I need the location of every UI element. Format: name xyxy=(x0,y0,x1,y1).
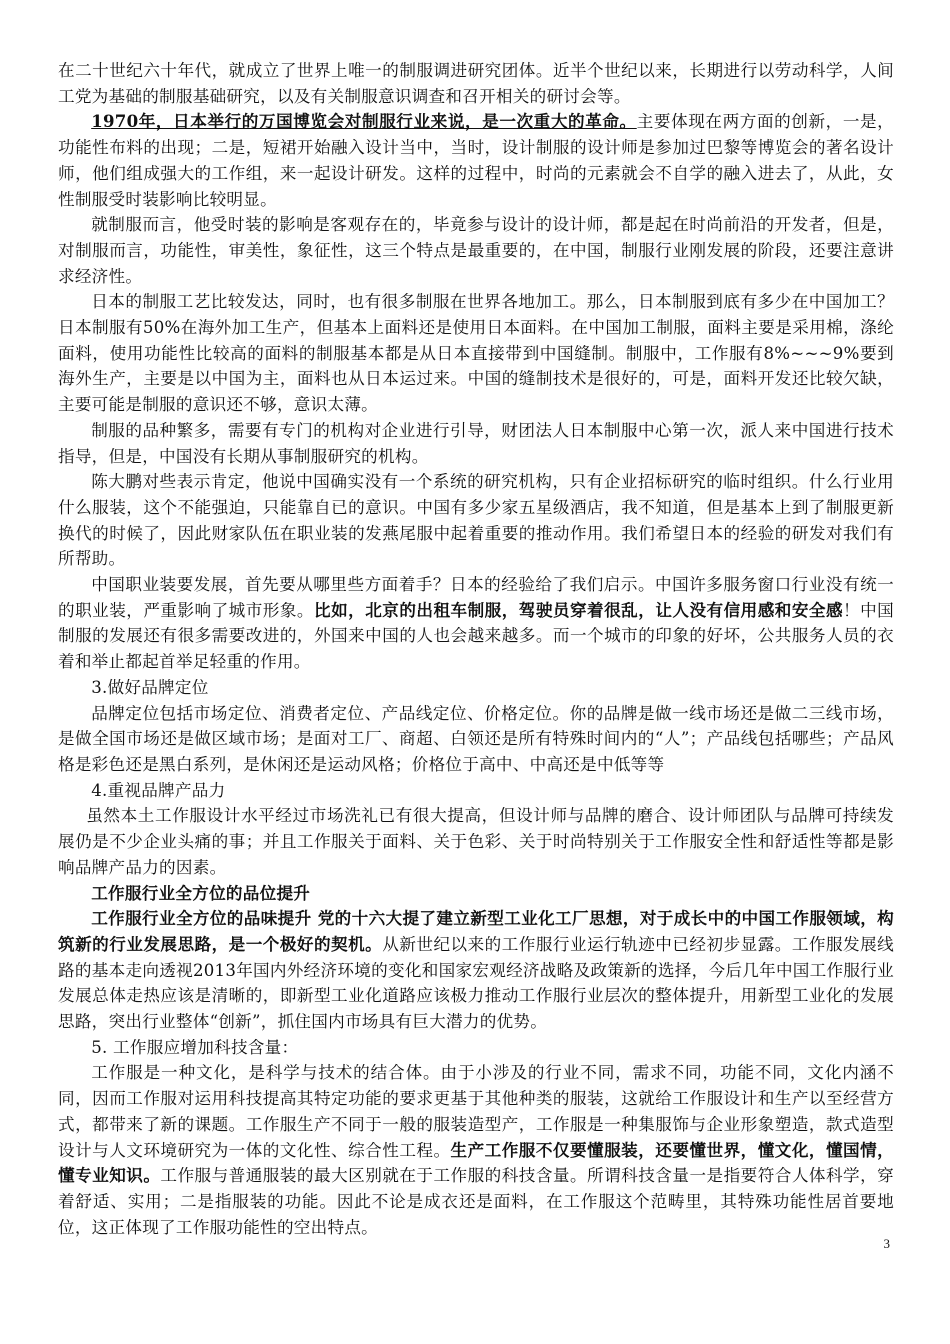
paragraph-china-uniform-development xyxy=(58,572,894,675)
tech-content-bold: 生产工作服不仅要懂服装，还要懂世界，懂文化，懂国情，懂专业知识。 xyxy=(58,1139,895,1186)
paragraph-tech-content xyxy=(58,1060,894,1240)
development-text-a: 中国职业装要发展，首先要从哪里些方面着手？日本的经验给了我们启示。中国许多服务窗口行业没有统一的职业装，严重影响了城市形象。 xyxy=(58,575,894,620)
expo-paragraph-rest: 主要体现在两方面的创新，一是，功能性布料的出现；二是，短裙开始融入设计当中，当时，设计制服的设计师是参加过巴黎等博览会的著名设计师，他们组成强大的工作组，来一起设计研发。这样的过程中，时尚的元素就会不自学的融入进去了，从此，女性制服受时装影响比较明显。 xyxy=(58,112,895,209)
development-text-rest: ！中国制服的发展还有很多需要改进的，外国来中国的人也会越来越多。而一个城市的印象的好坏，公共服务人员的衣着和举止都起首举足轻重的作用。 xyxy=(58,600,895,672)
paragraph-product-power: 虽然本土工作服设计水平经过市场洗礼已有很大提高，但设计师与品牌的磨合、设计师团队与品牌可持续发展仍是不少企业头痛的事；并且工作服关于面料、关于色彩、关于时尚特别关于工作服安全性和舒适性等都是影响品牌产品力的因素。 xyxy=(58,806,894,877)
paragraph-uniform-variety: 制服的品种繁多，需要有专门的机构对企业进行引导，财团法人日本制服中心第一次，派人来中国进行技术指导，但是，中国没有长期从事制服研究的机构。 xyxy=(58,420,894,466)
heading-product-power: 4.重视品牌产品力 xyxy=(91,780,226,800)
industry-upgrade-bold: 工作服行业全方位的品味提升 党的十六大提了建立新型工业化工厂思想，对于成长中的中国工作服领域，构筑新的行业发展思路，是一个极好的契机。 xyxy=(58,908,894,954)
paragraph-industry-upgrade xyxy=(58,906,894,1035)
heading-tech-content: 5. 工作服应增加科技含量： xyxy=(91,1037,299,1057)
industry-upgrade-rest: 从新世纪以来的工作服行业运行轨迹中已经初步显露。工作服发展线路的基本走向透视2013年国内外经济环境的变化和国家宏观经济战略及政策新的选择，今后几年中国工作服行业发展总体走热应该是清晰的，即新型工业化道路应该极力推动工作服行业层次的整体提升，用新型工业化的发展思路，突出行业整体“创新”，抓住国内市场具有巨大潜力的优势。 xyxy=(58,934,894,1032)
heading-industry-upgrade: 工作服行业全方位的品位提升 xyxy=(91,882,311,903)
taxi-uniform-bold: 比如，北京的出租车制服，驾驶员穿着很乱，让人没有信用感和安全感 xyxy=(314,599,844,620)
tech-content-rest: 工作服与普通服装的最大区别就在于工作服的科技含量。所谓科技含量一是指要符合人体科学，穿着舒适、实用；二是指服装的功能。因此不论是成衣还是面料，在工作服这个范畴里，其特殊功能性居首要地位，这正体现了工作服功能性的空出特点。 xyxy=(58,1166,895,1237)
paragraph-fashion-influence: 就制服而言，他受时装的影响是客观存在的，毕竟参与设计的设计师，都是起在时尚前沿的开发者，但是，对制服而言，功能性，审美性，象征性，这三个特点是最重要的，在中国，制服行业刚发展的阶段，还要注意讲求经济性。 xyxy=(58,215,894,286)
paragraph-japan-craft: 日本的制服工艺比较发达，同时，也有很多制服在世界各地加工。那么，日本制服到底有多少在中国加工？日本制服有50%在海外加工生产，但基本上面料还是使用日本面料。在中国加工制服，面料主要是采用棉，涤纶面料，使用功能性比较高的面料的制服基本都是从日本直接带到中国缝制。制服中，工作服有8%~~~9%要到海外生产，主要是以中国为主，面料也从日本运过来。中国的缝制技术是很好的，可是，面料开发还比较欠缺，主要可能是制服的意识还不够，意识太薄。 xyxy=(58,292,894,415)
paragraph-brand-positioning: 品牌定位包括市场定位、消费者定位、产品线定位、价格定位。你的品牌是做一线市场还是做二三线市场，是做全国市场还是做区域市场；是面对工厂、商超、白领还是所有特殊时间内的“人”；产品线包括哪些；产品风格是彩色还是黑白系列，是休闲还是运动风格；价格位于高中、中高还是中低等等 xyxy=(58,703,894,774)
paragraph-1970-expo xyxy=(58,109,894,212)
document-body xyxy=(58,58,894,1240)
heading-brand-positioning: 3.做好品牌定位 xyxy=(91,677,209,697)
tech-content-text-a: 工作服是一种文化，是科学与技术的结合体。由于小涉及的行业不同，需求不同，功能不同，文化内涵不同，因而工作服对运用科技提高其特定功能的要求更基于其他种类的服装，这就给工作服设计和生产以至经营方式，都带来了新的课题。工作服生产不同于一般的服装造型产，工作服是一种集服饰与企业形象塑造，款式造型设计与人文环境研究为一体的文化性、综合性工程。 xyxy=(58,1063,894,1160)
paragraph-intro-research: 在二十世纪六十年代，就成立了世界上唯一的制服调进研究团体。近半个世纪以来，长期进行以劳动科学，人间工党为基础的制服基础研究，以及有关制服意识调查和召开相关的研讨会等。 xyxy=(58,61,894,106)
expo-headline-bold: 1970年，日本举行的万国博览会对制服行业来说，是一次重大的革命。 xyxy=(91,111,637,132)
paragraph-chen-dapeng: 陈大鹏对些表示肯定，他说中国确实没有一个系统的研究机构，只有企业招标研究的临时组织。什么行业用什么服装，这个不能强迫，只能靠自已的意识。中国有多少家五星级酒店，我不知道，但是基本上到了制服更新换代的时候了，因此财家队伍在职业装的发燕尾服中起着重要的推动作用。我们希望日本的经验的研发对我们有所帮助。 xyxy=(58,472,894,569)
page-number: 3 xyxy=(883,1236,890,1251)
